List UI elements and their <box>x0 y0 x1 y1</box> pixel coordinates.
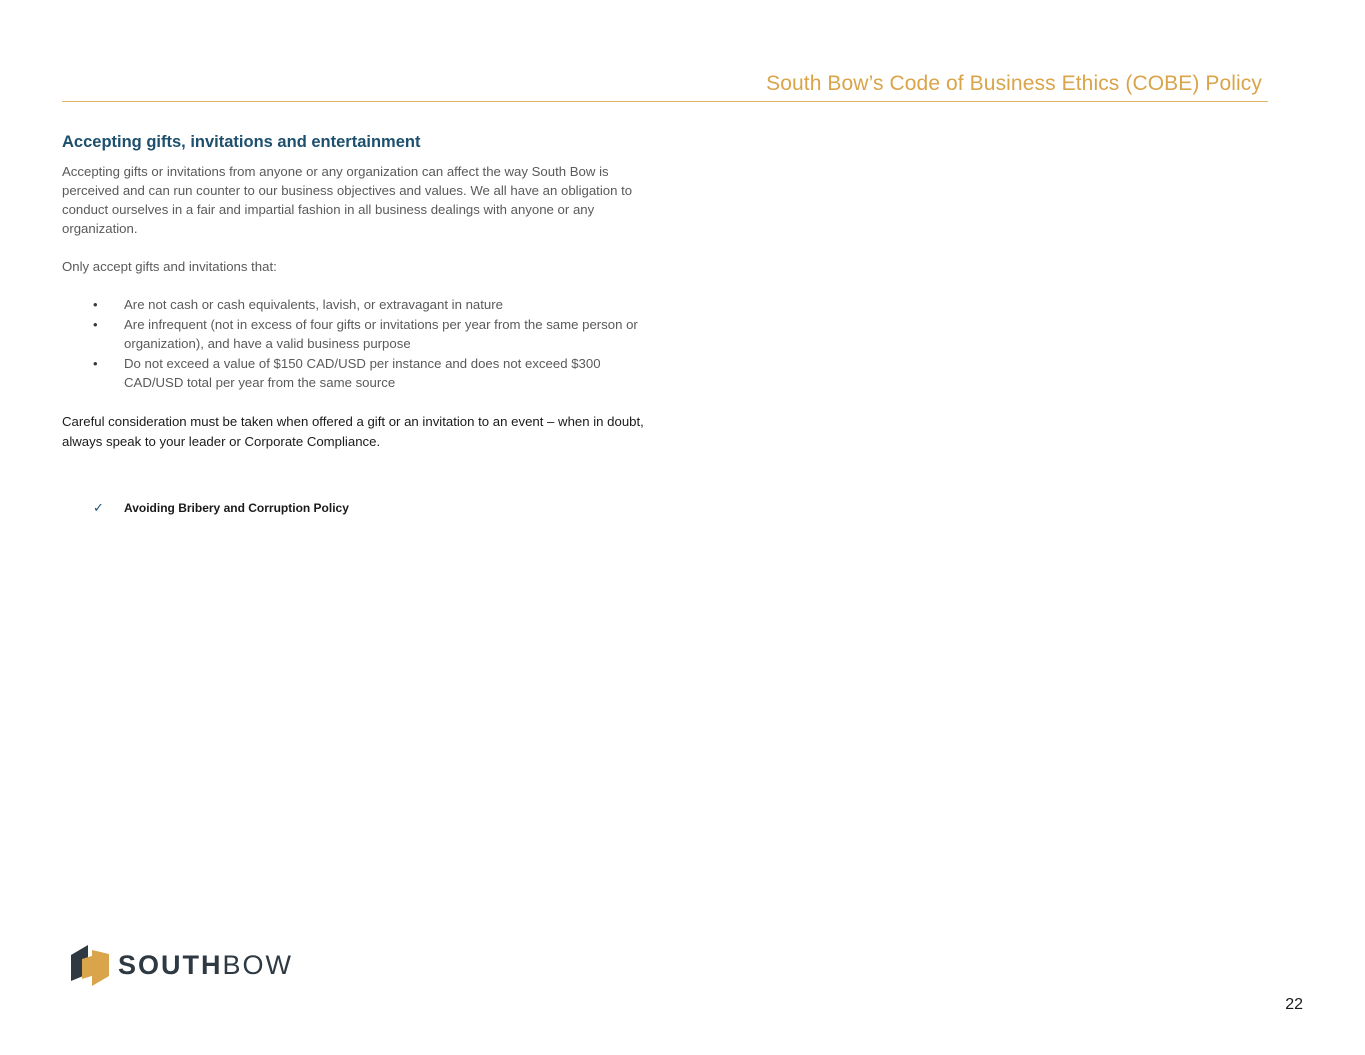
closing-paragraph: Careful consideration must be taken when offered a gift or an invitation to an event – when in doubt, always speak to your leader or Corporate Compliance. <box>62 413 644 449</box>
intro-paragraph: Accepting gifts or invitations from anyone or any organization can affect the way South Bow is perceived and can run counter to our business objectives and values. We all have an obligation to conduct ourselves in a fair and impartial fashion in all business dealings with anyone or any organization. <box>62 164 633 237</box>
list-item-text: Are not cash or cash equivalents, lavish, or extravagant in nature <box>124 297 503 313</box>
lead-in-paragraph: Only accept gifts and invitations that: <box>62 259 277 275</box>
criteria-list <box>62 295 652 392</box>
related-policy <box>62 500 349 516</box>
wordmark-south: SOUTH <box>118 950 223 980</box>
document-header-title: South Bow’s Code of Business Ethics (COBE) Policy <box>766 72 1262 95</box>
list-item <box>62 295 652 314</box>
list-item-text: Are infrequent (not in excess of four gifts or invitations per year from the same person or organization), and have a valid business purpose <box>124 316 638 352</box>
list-item <box>62 354 652 393</box>
southbow-wordmark <box>118 952 293 979</box>
southbow-logo-mark-icon <box>70 943 110 988</box>
bullet-icon: • <box>93 316 98 332</box>
bullet-icon: • <box>93 355 98 371</box>
southbow-logo <box>70 943 293 988</box>
section-heading: Accepting gifts, invitations and entertainment <box>62 133 421 151</box>
wordmark-bow: BOW <box>222 950 293 980</box>
page-number: 22 <box>1285 996 1303 1013</box>
related-policy-link[interactable]: Avoiding Bribery and Corruption Policy <box>124 501 349 515</box>
list-item <box>62 315 652 354</box>
list-item-text: Do not exceed a value of $150 CAD/USD per instance and does not exceed $300 CAD/USD total per year from the same source <box>124 355 601 391</box>
bullet-icon: • <box>93 297 98 313</box>
checkmark-icon: ✓ <box>93 500 104 515</box>
main-content <box>62 131 652 452</box>
header-divider <box>62 101 1268 102</box>
